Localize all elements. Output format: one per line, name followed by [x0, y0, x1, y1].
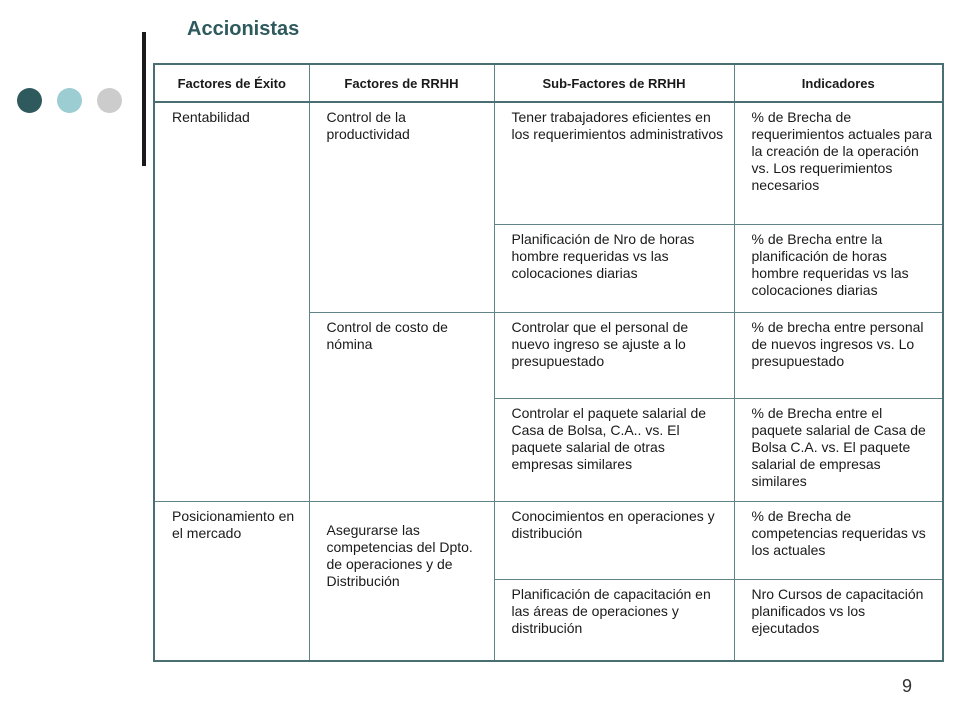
header-indicadores: Indicadores [734, 64, 943, 102]
factor-rrhh-cell: Asegurarse las competencias del Dpto. de operaciones y de Distribución [309, 501, 494, 661]
dot-light-teal [57, 88, 82, 113]
factor-rrhh-cell: Control de costo de nómina [309, 312, 494, 501]
indicator-cell: % de Brecha entre la planificación de horas hombre requeridas vs las colocaciones diarias [734, 224, 943, 312]
sub-factor-cell: Conocimientos en operaciones y distribución [494, 501, 734, 579]
sub-factor-cell: Planificación de Nro de horas hombre requeridas vs las colocaciones diarias [494, 224, 734, 312]
sub-factor-cell: Planificación de capacitación en las áreas de operaciones y distribución [494, 579, 734, 661]
header-factores-exito: Factores de Éxito [154, 64, 309, 102]
factor-rrhh-cell: Control de la productividad [309, 102, 494, 312]
decorative-dots [17, 88, 122, 113]
vertical-divider [142, 32, 146, 166]
dot-gray [97, 88, 122, 113]
table-header-row [154, 64, 943, 102]
header-sub-factores: Sub-Factores de RRHH [494, 64, 734, 102]
indicator-cell: Nro Cursos de capacitación planificados vs los ejecutados [734, 579, 943, 661]
factor-exito-cell: Rentabilidad [154, 102, 309, 501]
indicator-cell: % de Brecha de competencias requeridas vs los actuales [734, 501, 943, 579]
table-row [154, 102, 943, 224]
page-number: 9 [902, 676, 913, 696]
dot-dark-teal [17, 88, 42, 113]
factor-exito-cell: Posicionamiento en el mercado [154, 501, 309, 661]
indicator-cell: % de Brecha de requerimientos actuales para la creación de la operación vs. Los requerimientos necesarios [734, 102, 943, 224]
table-row [154, 501, 943, 579]
indicators-table [153, 63, 944, 662]
header-factores-rrhh: Factores de RRHH [309, 64, 494, 102]
sub-factor-cell: Controlar que el personal de nuevo ingreso se ajuste a lo presupuestado [494, 312, 734, 398]
indicator-cell: % de Brecha entre el paquete salarial de Casa de Bolsa C.A. vs. El paquete salarial de empresas similares [734, 398, 943, 501]
page-title: Accionistas [187, 18, 300, 40]
indicator-cell: % de brecha entre personal de nuevos ingresos vs. Lo presupuestado [734, 312, 943, 398]
sub-factor-cell: Tener trabajadores eficientes en los requerimientos administrativos [494, 102, 734, 224]
sub-factor-cell: Controlar el paquete salarial de Casa de Bolsa, C.A.. vs. El paquete salarial de otras empresas similares [494, 398, 734, 501]
